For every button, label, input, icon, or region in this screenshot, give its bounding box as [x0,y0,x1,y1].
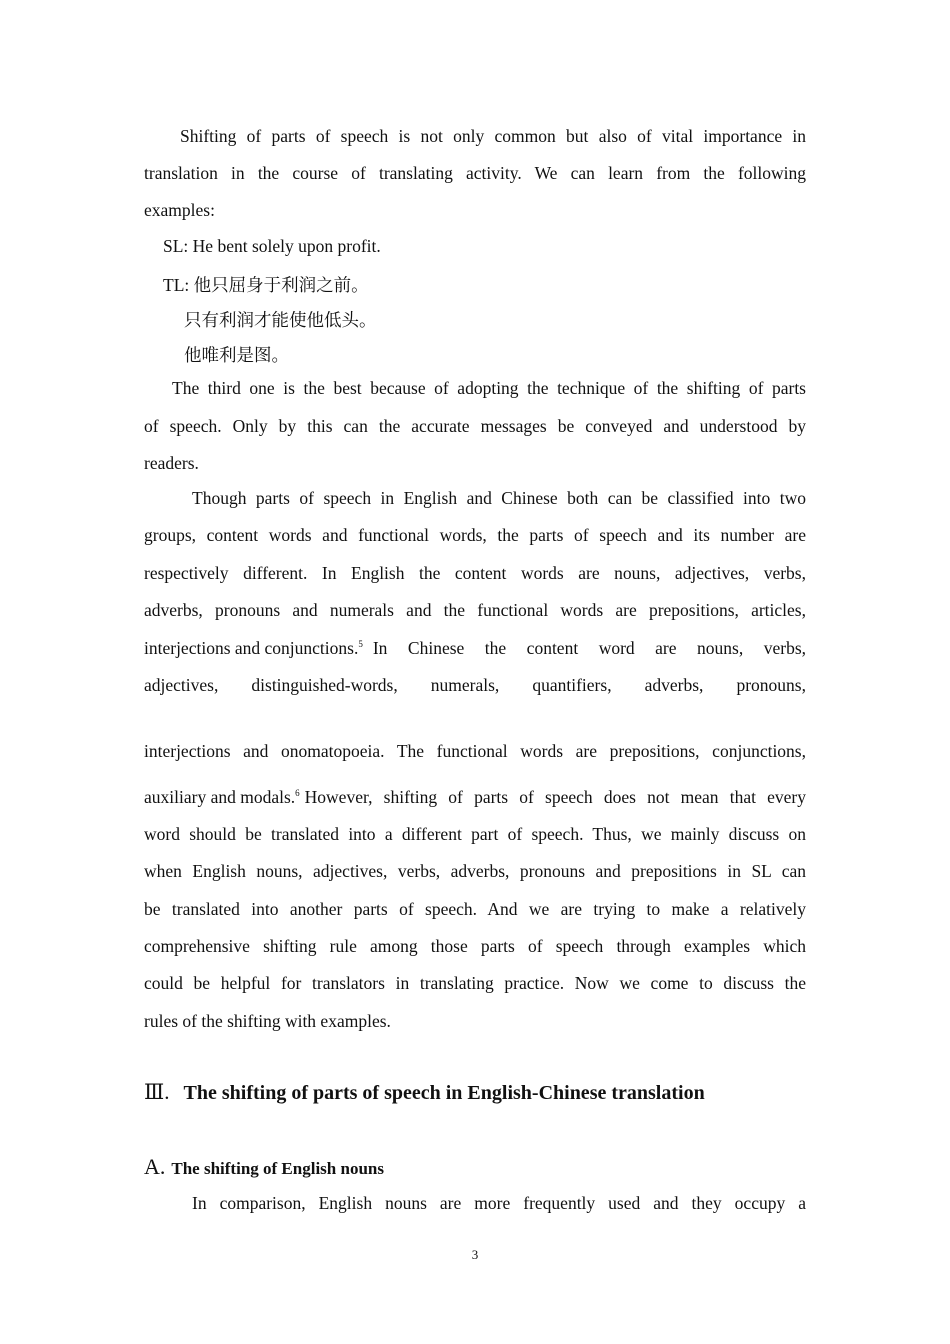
text-segment: In Chinese the content word are nouns, verbs, [372,638,806,658]
target-language-line: 只有利润才能使他低头。 [184,310,377,330]
text-line: respectively different. In English the content words are nouns, adjectives, verbs, [144,563,806,583]
text-line: comprehensive shifting rule among those parts of speech through examples which [144,936,806,956]
text-line: adverbs, pronouns and numerals and the functional words are prepositions, articles, [144,600,806,620]
source-language-line: SL: He bent solely upon profit. [163,236,381,256]
text-line: groups, content words and functional words, the parts of speech and its number are [144,525,806,545]
page-number: 3 [471,1247,479,1262]
text-line [144,787,806,808]
subsection-letter: A. [144,1154,166,1179]
text-line: adjectives, distinguished-words, numerals, quantifiers, adverbs, pronouns, [144,675,806,695]
text-line: of speech. Only by this can the accurate messages be conveyed and understood by [144,416,806,436]
text-line: Shifting of parts of speech is not only common but also of vital importance in [180,126,806,146]
text-line: interjections and onomatopoeia. The functional words are prepositions, conjunctions, [144,741,806,761]
text-line: The third one is the best because of adopting the technique of the shifting of parts [172,378,806,398]
section-heading [144,1080,705,1105]
text-segment: auxiliary and modals.$^6$ [144,787,300,807]
text-line: Though parts of speech in English and Chinese both can be classified into two [192,488,806,508]
text-line: translation in the course of translating activity. We can learn from the following [144,163,806,183]
text-line: when English nouns, adjectives, verbs, adverbs, pronouns and prepositions in SL can [144,861,806,881]
section-title: The shifting of parts of speech in English-Chinese translation [183,1082,705,1104]
text-line: be translated into another parts of speech. And we are trying to make a relatively [144,899,806,919]
text-line: could be helpful for translators in translating practice. Now we come to discuss the [144,973,806,993]
footnote-marker: 6 [295,788,300,798]
section-number: Ⅲ. [144,1080,170,1104]
text-line: In comparison, English nouns are more frequently used and they occupy a [192,1193,806,1213]
target-language-line: 他唯利是图。 [184,345,289,365]
text-line: readers. [144,453,199,473]
text-line: word should be translated into a different part of speech. Thus, we mainly discuss on [144,824,806,844]
text-segment: However, shifting of parts of speech does not mean that every [304,787,806,807]
footnote-marker: 5 [358,639,363,649]
text-line: examples: [144,200,215,220]
target-language-line: TL: 他只屈身于利润之前。 [163,275,369,295]
text-segment: interjections and conjunctions.$^5$ [144,638,363,658]
text-line: rules of the shifting with examples. [144,1011,391,1031]
text-line [144,638,806,659]
subsection-heading [144,1154,384,1180]
subsection-title: The shifting of English nouns [171,1159,384,1178]
